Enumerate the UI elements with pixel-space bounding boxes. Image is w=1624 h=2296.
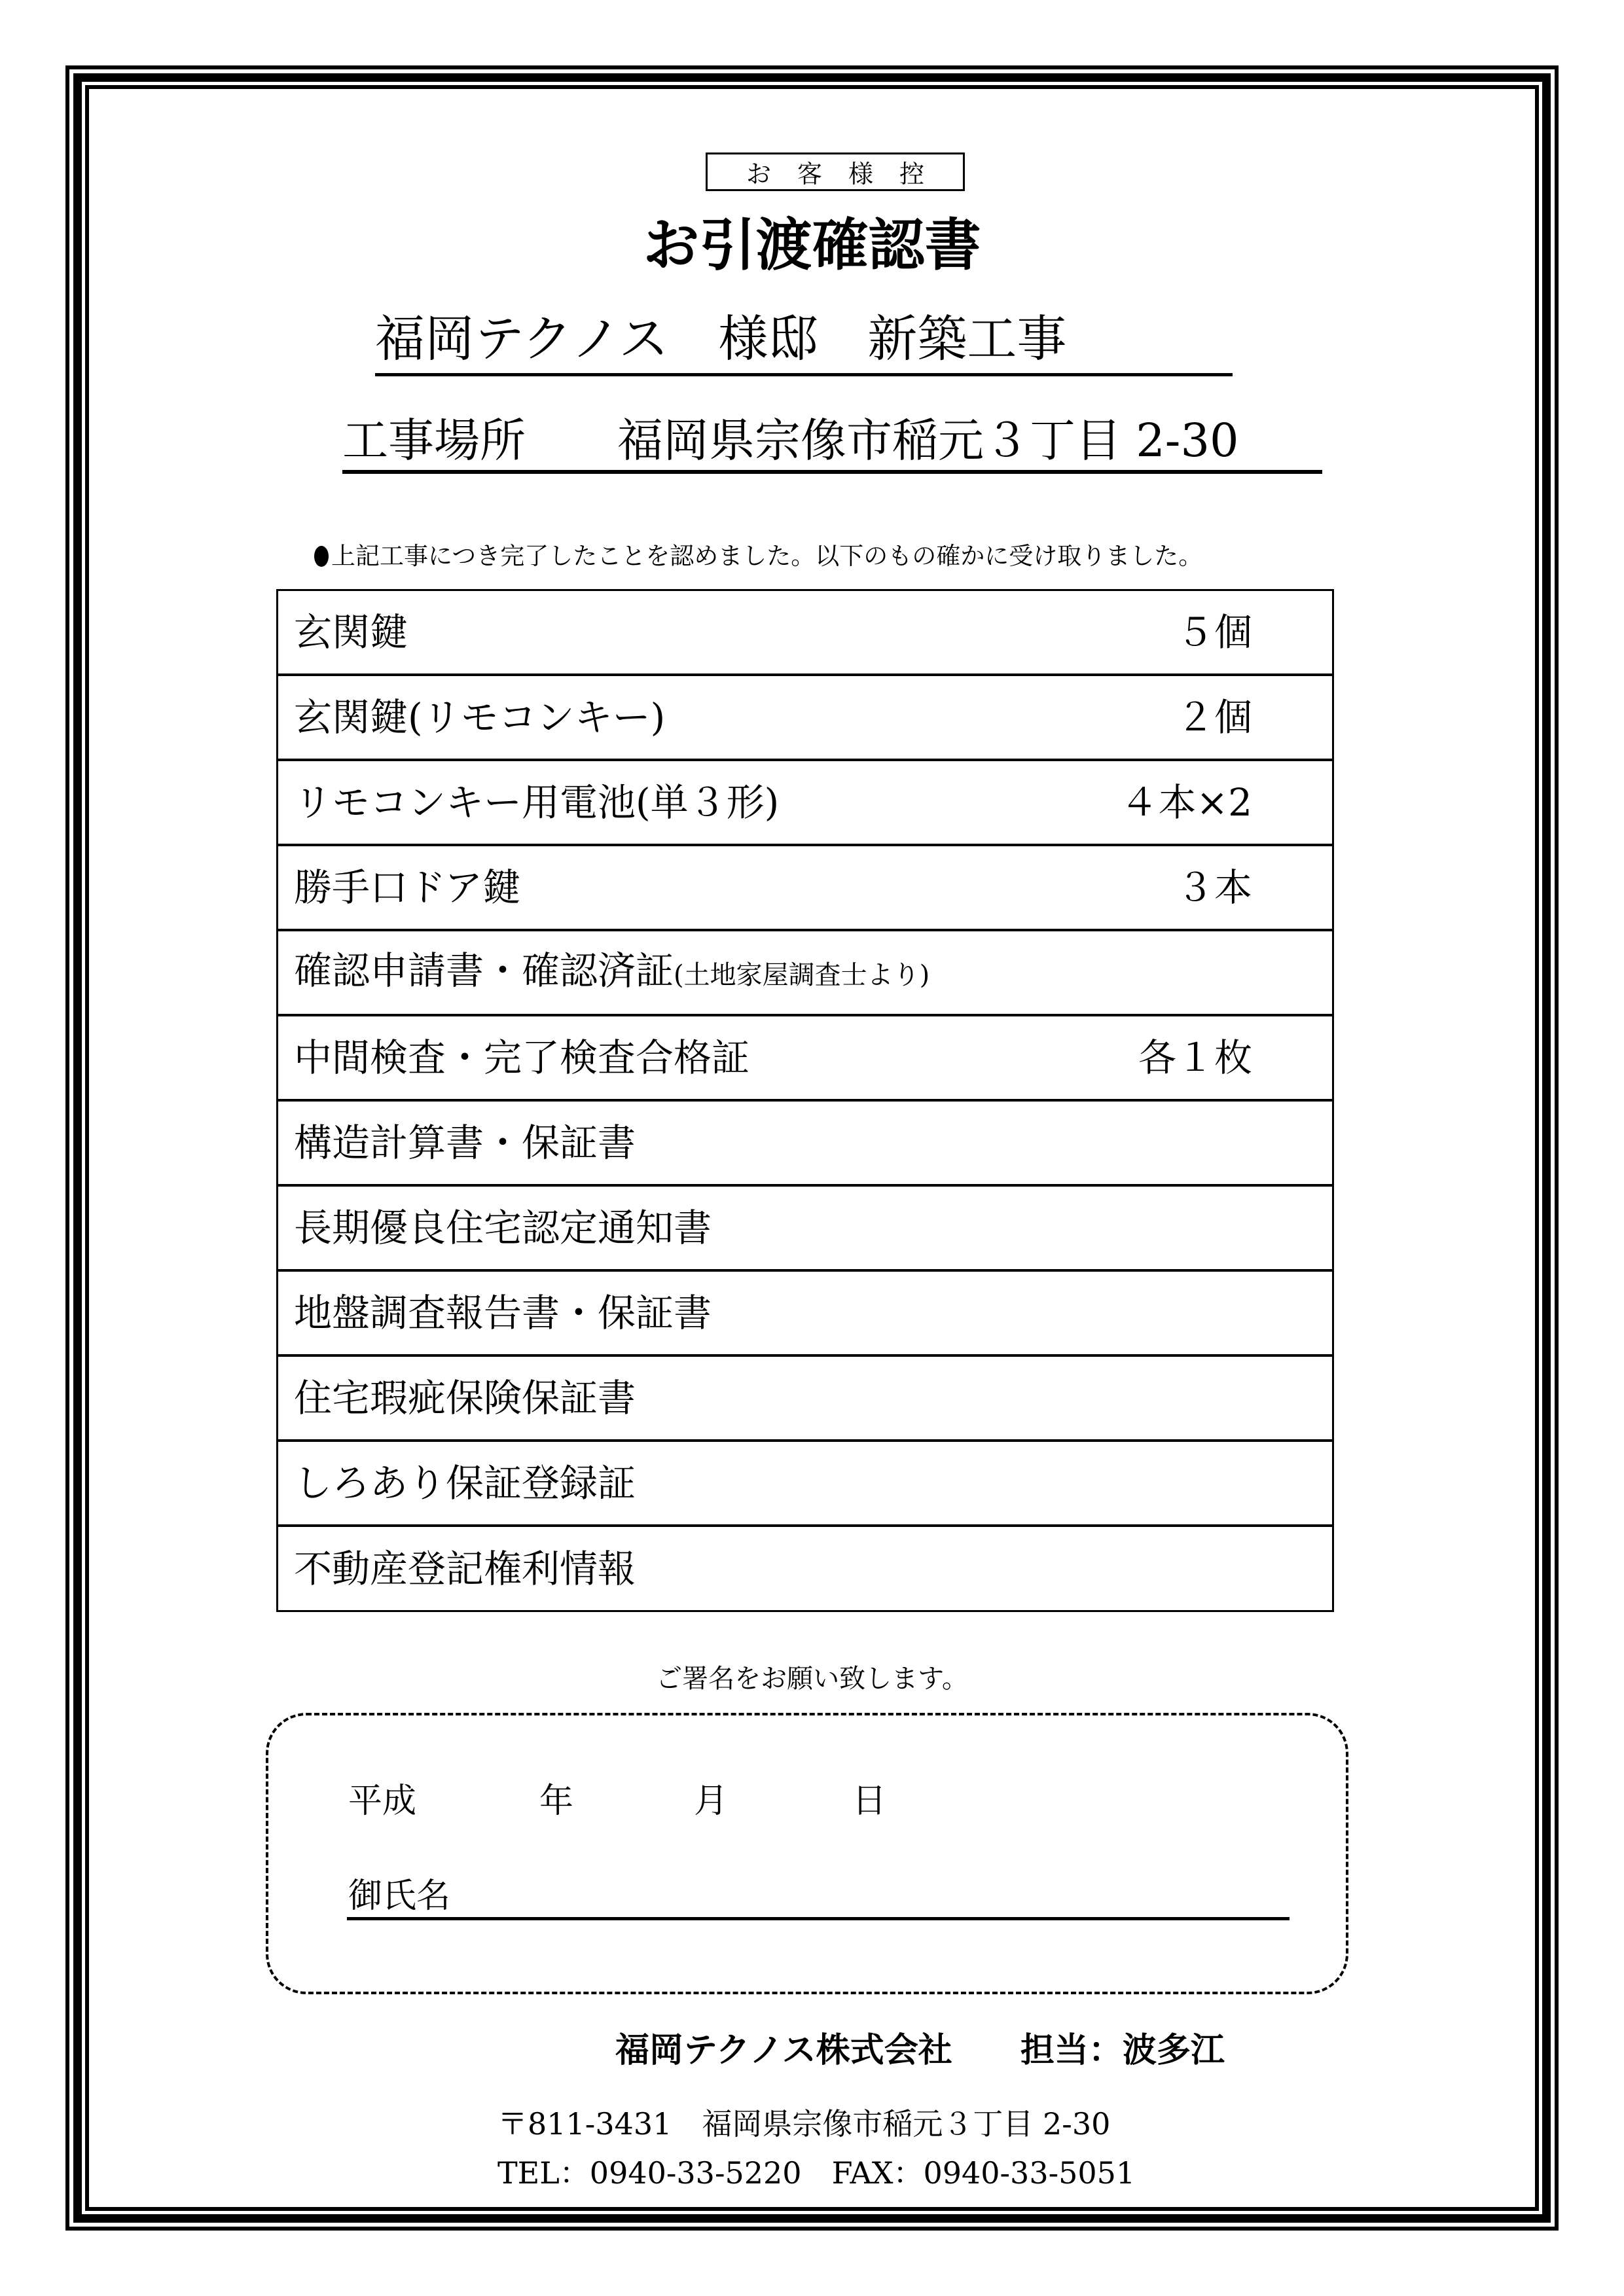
- table-row: [278, 931, 1332, 1016]
- item-name: 玄関鍵: [294, 610, 408, 655]
- bullet-icon: [314, 546, 329, 567]
- signature-request: ご署名をお願い致します。: [656, 1664, 968, 1694]
- table-row: [278, 1272, 1332, 1357]
- company-line: [615, 2028, 1225, 2073]
- table-row: [278, 846, 1332, 931]
- item-qty: ２個: [1176, 695, 1252, 740]
- table-row: [278, 1102, 1332, 1187]
- contact-numbers: [497, 2153, 1135, 2193]
- copy-label: お客様控: [746, 160, 950, 188]
- table-row: [278, 1187, 1332, 1272]
- item-name: しろあり保証登録証: [294, 1461, 636, 1505]
- item-qty: 各１枚: [1138, 1035, 1252, 1080]
- year-label: 年: [539, 1782, 574, 1821]
- table-row: [278, 761, 1332, 846]
- item-note: (土地家屋調査士より): [674, 960, 930, 990]
- item-qty: ４本×2: [1120, 780, 1252, 825]
- item-name: 地盤調査報告書・保証書: [294, 1291, 712, 1335]
- postal-address: 〒811-3431 福岡県宗像市稲元３丁目 2-30: [497, 2106, 1111, 2142]
- confirmation-note: [314, 541, 1202, 572]
- project-name-text: 福岡テクノス 様邸 新築工事: [375, 310, 1067, 368]
- table-row: [278, 1357, 1332, 1442]
- name-label: 御氏名: [348, 1876, 451, 1916]
- day-label: 日: [852, 1782, 887, 1821]
- signature-box: [266, 1713, 1348, 1994]
- site-address-line: [342, 412, 1322, 474]
- era-label: 平成: [348, 1782, 417, 1821]
- item-name: 不動産登記権利情報: [294, 1546, 636, 1591]
- project-name: [375, 308, 1233, 376]
- company-name: 福岡テクノス株式会社: [615, 2031, 952, 2070]
- item-name: 中間検査・完了検査合格証: [294, 1035, 750, 1080]
- item-qty: ５個: [1176, 610, 1252, 655]
- fax-number: FAX：0940-33-5051: [831, 2155, 1136, 2191]
- item-name: 確認申請書・確認済証: [294, 948, 674, 993]
- item-name-with-note: [294, 948, 929, 998]
- document-title: お引渡確認書: [643, 213, 981, 278]
- item-name: リモコンキー用電池(単３形): [294, 780, 780, 825]
- contact-person: 担当：波多江: [1020, 2031, 1225, 2070]
- table-row: [278, 1527, 1332, 1612]
- item-name: 構造計算書・保証書: [294, 1121, 636, 1165]
- site-label: 工事場所: [342, 414, 526, 467]
- copy-label-box: [706, 152, 965, 191]
- item-name: 長期優良住宅認定通知書: [294, 1206, 712, 1250]
- site-address: 福岡県宗像市稲元３丁目 2-30: [617, 414, 1239, 467]
- name-signature-line[interactable]: [347, 1917, 1290, 1920]
- table-row: [278, 591, 1332, 676]
- confirmation-note-text: 上記工事につき完了したことを認めました。以下のもの確かに受け取りました。: [331, 542, 1203, 570]
- tel-number: TEL：0940-33-5220: [497, 2155, 802, 2191]
- item-qty: ３本: [1176, 865, 1252, 910]
- table-row: [278, 676, 1332, 761]
- item-name: 玄関鍵(リモコンキー): [294, 695, 666, 740]
- item-name: 住宅瑕疵保険保証書: [294, 1376, 636, 1420]
- item-name: 勝手口ドア鍵: [294, 865, 521, 910]
- handover-items-table: [276, 589, 1334, 1612]
- month-label: 月: [694, 1782, 729, 1821]
- table-row: [278, 1442, 1332, 1527]
- table-row: [278, 1016, 1332, 1102]
